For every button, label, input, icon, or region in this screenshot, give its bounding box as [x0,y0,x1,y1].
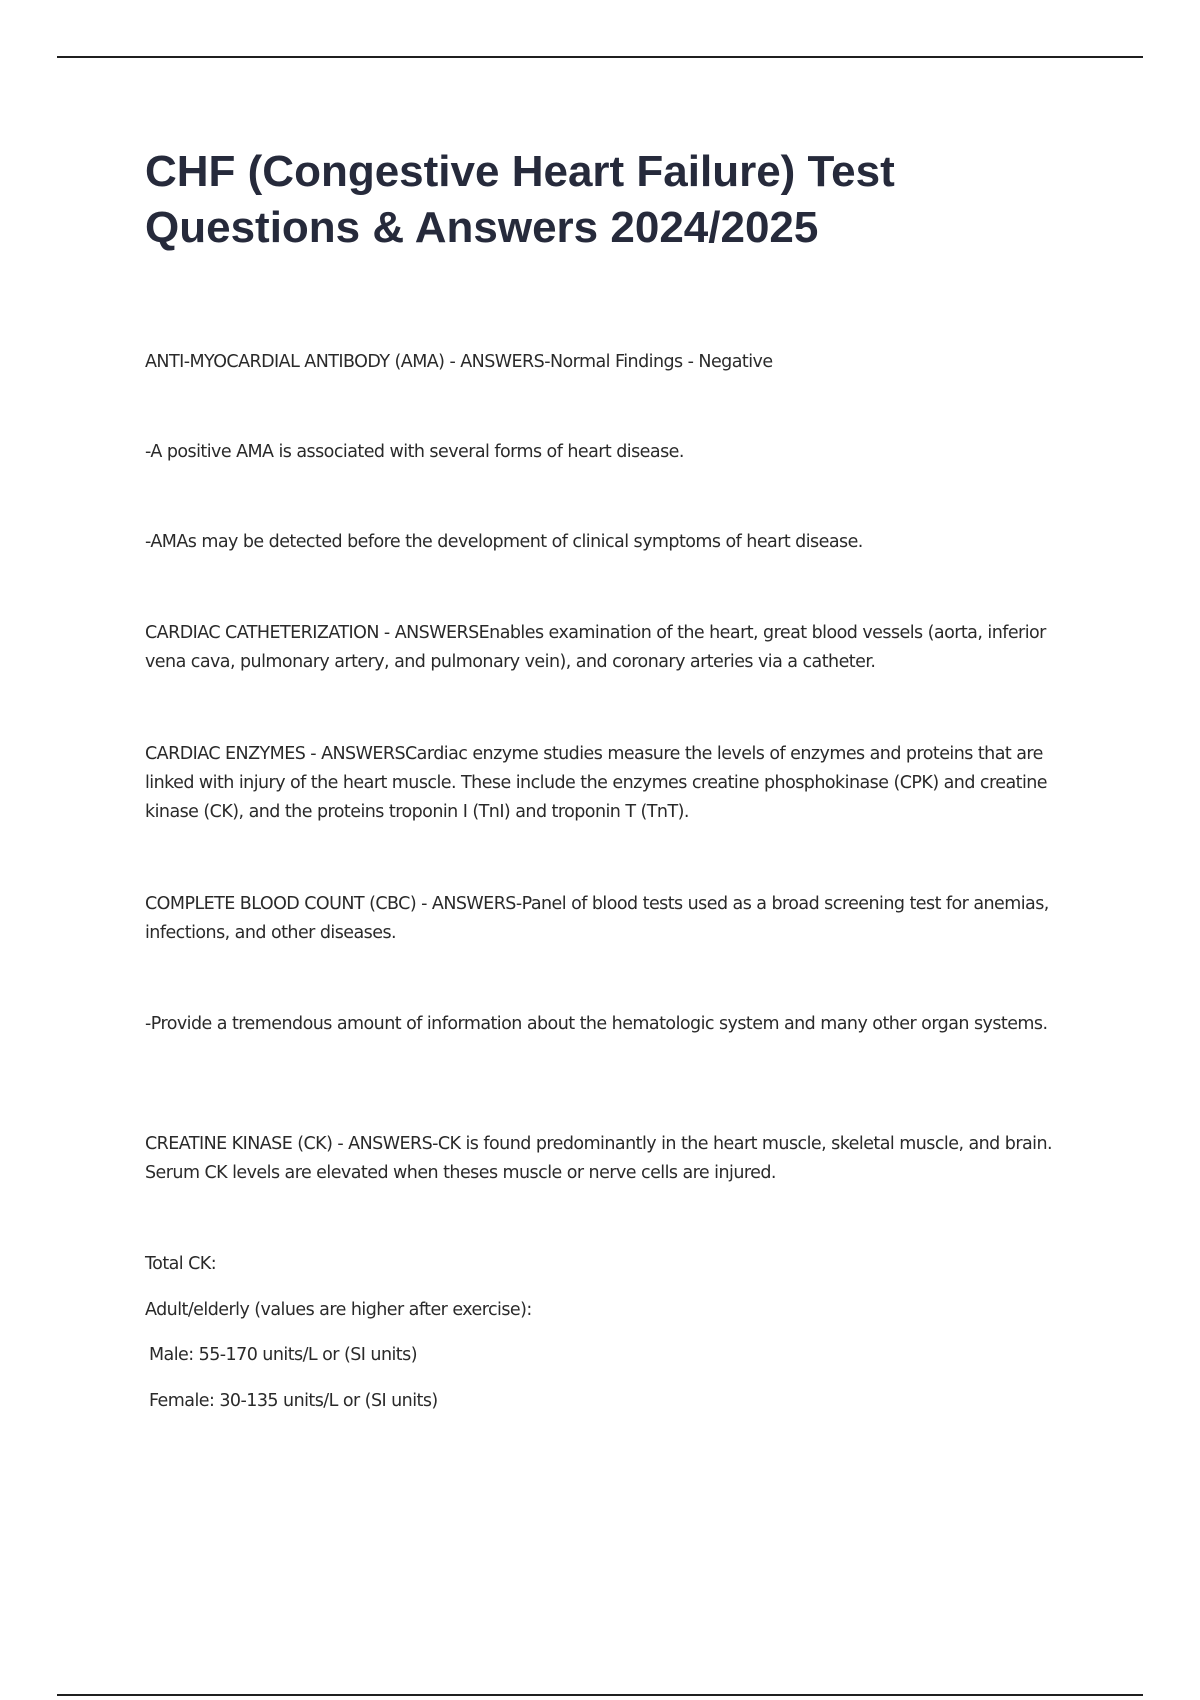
paragraph-adult-elderly: Adult/elderly (values are higher after exercise): [145,1300,532,1320]
paragraph-creatine-kinase: CREATINE KINASE (CK) - ANSWERS-CK is found predominantly in the heart muscle, skeletal muscle, and brain. Serum CK levels are elevated when theses muscle or nerve cells are injured. [145,1134,1052,1183]
paragraph-ama: ANTI-MYOCARDIAL ANTIBODY (AMA) - ANSWERS-Normal Findings - Negative [145,352,773,372]
bottom-rule [57,1694,1143,1696]
paragraph-cardiac-enzymes: CARDIAC ENZYMES - ANSWERSCardiac enzyme studies measure the levels of enzymes and proteins that are linked with injury of the heart muscle. These include the enzymes creatine phosphokinase (CPK) and creatine kinase (CK), and the proteins troponin I (TnI) and troponin T (TnT). [145,744,1048,822]
paragraph-female-range: Female: 30-135 units/L or (SI units) [149,1391,438,1411]
paragraph-ama-detection: -AMAs may be detected before the development of clinical symptoms of heart disease. [145,532,863,552]
paragraph-cbc: COMPLETE BLOOD COUNT (CBC) - ANSWERS-Panel of blood tests used as a broad screening test for anemias, infections, and other diseases. [145,894,1049,943]
paragraph-cbc-information: -Provide a tremendous amount of information about the hematologic system and many other organ systems. [145,1014,1048,1034]
paragraph-cardiac-catheterization: CARDIAC CATHETERIZATION - ANSWERSEnables examination of the heart, great blood vessels (aorta, inferior vena cava, pulmonary artery, and pulmonary vein), and coronary arteries via a catheter. [145,623,1046,672]
top-rule [57,56,1143,58]
page-title: CHF (Congestive Heart Failure) Test Questions & Answers 2024/2025 [145,147,895,252]
paragraph-total-ck: Total CK: [145,1254,217,1274]
paragraph-ama-positive: -A positive AMA is associated with several forms of heart disease. [145,442,684,462]
paragraph-male-range: Male: 55-170 units/L or (SI units) [149,1345,417,1365]
